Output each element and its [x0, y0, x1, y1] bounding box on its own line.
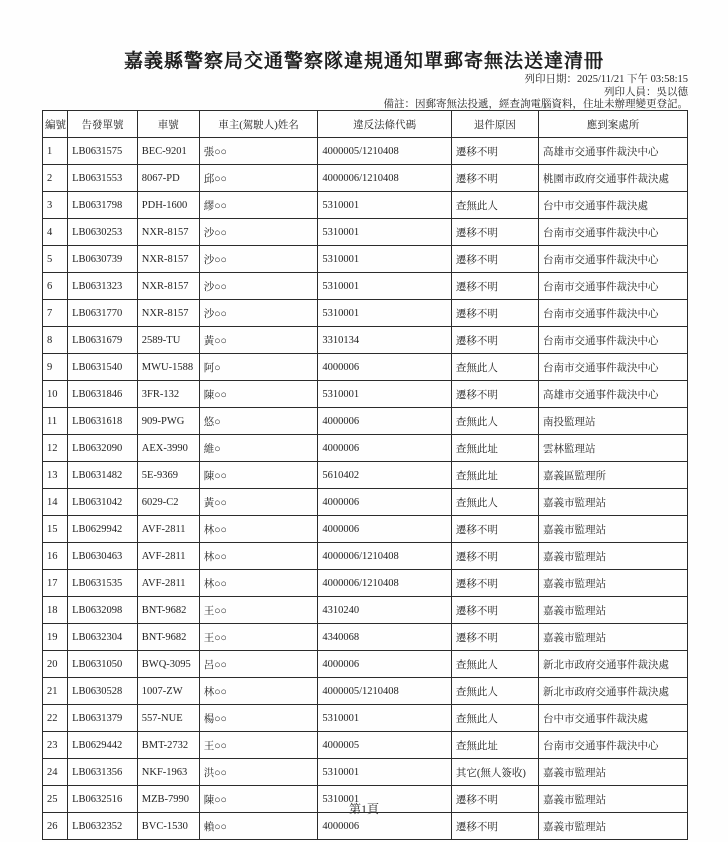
cell-case-office: 台南市交通事件裁決中心	[538, 246, 687, 273]
cell-law-code: 4000006/1210408	[318, 543, 452, 570]
cell-ticket-number: LB0629442	[68, 732, 138, 759]
cell-index: 20	[43, 651, 68, 678]
cell-return-reason: 遷移不明	[451, 813, 538, 840]
cell-law-code: 5310001	[318, 273, 452, 300]
cell-law-code: 5310001	[318, 381, 452, 408]
cell-law-code: 4000005/1210408	[318, 678, 452, 705]
print-meta	[384, 74, 689, 112]
cell-case-office: 高雄市交通事件裁決中心	[538, 381, 687, 408]
cell-law-code: 4000006	[318, 354, 452, 381]
cell-ticket-number: LB0631846	[68, 381, 138, 408]
table-row	[43, 570, 688, 597]
table-row	[43, 192, 688, 219]
table-row	[43, 138, 688, 165]
cell-plate-number: AVF-2811	[137, 516, 199, 543]
cell-return-reason: 遷移不明	[451, 381, 538, 408]
cell-return-reason: 遷移不明	[451, 327, 538, 354]
cell-plate-number: BEC-9201	[137, 138, 199, 165]
table-row	[43, 408, 688, 435]
cell-plate-number: 909-PWG	[137, 408, 199, 435]
cell-case-office: 嘉義市監理站	[538, 516, 687, 543]
cell-return-reason: 遷移不明	[451, 300, 538, 327]
cell-law-code: 5310001	[318, 246, 452, 273]
cell-ticket-number: LB0631356	[68, 759, 138, 786]
cell-ticket-number: LB0630253	[68, 219, 138, 246]
column-header: 應到案處所	[538, 111, 687, 138]
cell-owner-name: 邱○○	[199, 165, 318, 192]
cell-return-reason: 遷移不明	[451, 273, 538, 300]
print-operator: 列印人員：吳以德	[604, 86, 688, 98]
cell-owner-name: 阿○	[199, 354, 318, 381]
cell-plate-number: MWU-1588	[137, 354, 199, 381]
cell-case-office: 台南市交通事件裁決中心	[538, 732, 687, 759]
cell-index: 21	[43, 678, 68, 705]
cell-case-office: 嘉義市監理站	[538, 489, 687, 516]
cell-return-reason: 遷移不明	[451, 543, 538, 570]
cell-ticket-number: LB0631323	[68, 273, 138, 300]
cell-index: 5	[43, 246, 68, 273]
cell-return-reason: 查無此人	[451, 489, 538, 516]
cell-index: 26	[43, 813, 68, 840]
cell-return-reason: 其它(無人簽收)	[451, 759, 538, 786]
cell-case-office: 嘉義區監理所	[538, 462, 687, 489]
cell-index: 18	[43, 597, 68, 624]
cell-return-reason: 遷移不明	[451, 597, 538, 624]
cell-return-reason: 遷移不明	[451, 165, 538, 192]
cell-ticket-number: LB0629942	[68, 516, 138, 543]
cell-ticket-number: LB0632516	[68, 786, 138, 813]
cell-ticket-number: LB0631379	[68, 705, 138, 732]
cell-law-code: 4000006	[318, 813, 452, 840]
cell-plate-number: 8067-PD	[137, 165, 199, 192]
table-row	[43, 759, 688, 786]
violation-table	[42, 110, 688, 840]
cell-owner-name: 林○○	[199, 543, 318, 570]
cell-plate-number: BVC-1530	[137, 813, 199, 840]
cell-index: 4	[43, 219, 68, 246]
table-row	[43, 327, 688, 354]
cell-law-code: 4000006	[318, 489, 452, 516]
table-row	[43, 597, 688, 624]
cell-return-reason: 遷移不明	[451, 624, 538, 651]
cell-case-office: 台中市交通事件裁決處	[538, 192, 687, 219]
cell-law-code: 4310240	[318, 597, 452, 624]
cell-ticket-number: LB0631770	[68, 300, 138, 327]
print-note: 備註：因郵寄無法投遞，經查詢電腦資料，住址未辦理變更登記。	[383, 99, 688, 110]
cell-plate-number: BWQ-3095	[137, 651, 199, 678]
cell-owner-name: 黃○○	[199, 489, 318, 516]
cell-case-office: 雲林監理站	[538, 435, 687, 462]
cell-index: 6	[43, 273, 68, 300]
table-row	[43, 354, 688, 381]
cell-ticket-number: LB0631050	[68, 651, 138, 678]
table-row	[43, 705, 688, 732]
cell-index: 24	[43, 759, 68, 786]
cell-plate-number: AVF-2811	[137, 570, 199, 597]
cell-index: 8	[43, 327, 68, 354]
cell-case-office: 嘉義市監理站	[538, 570, 687, 597]
cell-law-code: 5310001	[318, 219, 452, 246]
table-row	[43, 462, 688, 489]
cell-ticket-number: LB0631575	[68, 138, 138, 165]
table-row	[43, 651, 688, 678]
cell-index: 1	[43, 138, 68, 165]
cell-law-code: 4000006	[318, 516, 452, 543]
cell-law-code: 4000005	[318, 732, 452, 759]
cell-owner-name: 林○○	[199, 570, 318, 597]
cell-owner-name: 沙○○	[199, 300, 318, 327]
cell-law-code: 4000006/1210408	[318, 570, 452, 597]
cell-ticket-number: LB0631042	[68, 489, 138, 516]
cell-plate-number: 557-NUE	[137, 705, 199, 732]
cell-plate-number: 6029-C2	[137, 489, 199, 516]
cell-ticket-number: LB0631553	[68, 165, 138, 192]
cell-return-reason: 遷移不明	[451, 138, 538, 165]
cell-index: 16	[43, 543, 68, 570]
cell-owner-name: 賴○○	[199, 813, 318, 840]
cell-index: 22	[43, 705, 68, 732]
cell-plate-number: BMT-2732	[137, 732, 199, 759]
table-row	[43, 381, 688, 408]
table-body	[43, 138, 688, 840]
cell-plate-number: BNT-9682	[137, 624, 199, 651]
cell-case-office: 嘉義市監理站	[538, 543, 687, 570]
cell-owner-name: 林○○	[199, 678, 318, 705]
cell-plate-number: 3FR-132	[137, 381, 199, 408]
cell-plate-number: 1007-ZW	[137, 678, 199, 705]
column-header: 車號	[137, 111, 199, 138]
cell-index: 11	[43, 408, 68, 435]
cell-owner-name: 張○○	[199, 138, 318, 165]
cell-ticket-number: LB0631618	[68, 408, 138, 435]
cell-return-reason: 遷移不明	[451, 246, 538, 273]
table-row	[43, 165, 688, 192]
cell-return-reason: 遷移不明	[451, 786, 538, 813]
cell-plate-number: NXR-8157	[137, 246, 199, 273]
cell-owner-name: 陳○○	[199, 381, 318, 408]
cell-ticket-number: LB0632304	[68, 624, 138, 651]
table-row	[43, 624, 688, 651]
print-date: 列印日期：2025/11/21 下午 03:58:15	[524, 74, 688, 85]
cell-plate-number: NXR-8157	[137, 300, 199, 327]
cell-case-office: 台南市交通事件裁決中心	[538, 354, 687, 381]
cell-owner-name: 沙○○	[199, 246, 318, 273]
cell-law-code: 5310001	[318, 705, 452, 732]
cell-owner-name: 陳○○	[199, 462, 318, 489]
page-title: 嘉義縣警察局交通警察隊違規通知單郵寄無法送達清冊	[123, 51, 604, 72]
cell-index: 9	[43, 354, 68, 381]
cell-ticket-number: LB0630463	[68, 543, 138, 570]
cell-return-reason: 遷移不明	[451, 570, 538, 597]
cell-plate-number: NXR-8157	[137, 219, 199, 246]
cell-index: 2	[43, 165, 68, 192]
column-header: 告發單號	[68, 111, 138, 138]
cell-return-reason: 查無此址	[451, 435, 538, 462]
cell-plate-number: AVF-2811	[137, 543, 199, 570]
cell-ticket-number: LB0630528	[68, 678, 138, 705]
cell-case-office: 台南市交通事件裁決中心	[538, 219, 687, 246]
cell-owner-name: 王○○	[199, 597, 318, 624]
cell-plate-number: 5E-9369	[137, 462, 199, 489]
table-row	[43, 516, 688, 543]
cell-plate-number: 2589-TU	[137, 327, 199, 354]
cell-ticket-number: LB0631798	[68, 192, 138, 219]
table-row	[43, 219, 688, 246]
page-number: 第1頁	[348, 802, 379, 816]
cell-law-code: 5310001	[318, 300, 452, 327]
cell-index: 12	[43, 435, 68, 462]
cell-return-reason: 查無此址	[451, 462, 538, 489]
cell-owner-name: 黃○○	[199, 327, 318, 354]
cell-return-reason: 查無此人	[451, 678, 538, 705]
cell-index: 25	[43, 786, 68, 813]
cell-owner-name: 王○○	[199, 732, 318, 759]
cell-index: 23	[43, 732, 68, 759]
cell-owner-name: 繆○○	[199, 192, 318, 219]
cell-ticket-number: LB0631535	[68, 570, 138, 597]
cell-owner-name: 楊○○	[199, 705, 318, 732]
cell-owner-name: 洪○○	[199, 759, 318, 786]
cell-case-office: 嘉義市監理站	[538, 759, 687, 786]
cell-index: 17	[43, 570, 68, 597]
cell-law-code: 4340068	[318, 624, 452, 651]
cell-ticket-number: LB0631679	[68, 327, 138, 354]
cell-plate-number: NXR-8157	[137, 273, 199, 300]
cell-plate-number: AEX-3990	[137, 435, 199, 462]
cell-case-office: 台南市交通事件裁決中心	[538, 300, 687, 327]
cell-owner-name: 沙○○	[199, 273, 318, 300]
table-row	[43, 246, 688, 273]
cell-case-office: 嘉義市監理站	[538, 786, 687, 813]
cell-index: 7	[43, 300, 68, 327]
table-row	[43, 678, 688, 705]
header-row	[43, 111, 688, 138]
cell-case-office: 台中市交通事件裁決處	[538, 705, 687, 732]
cell-case-office: 嘉義市監理站	[538, 597, 687, 624]
table-row	[43, 489, 688, 516]
cell-plate-number: MZB-7990	[137, 786, 199, 813]
cell-ticket-number: LB0630739	[68, 246, 138, 273]
table-header	[43, 111, 688, 138]
cell-index: 15	[43, 516, 68, 543]
cell-return-reason: 查無此人	[451, 192, 538, 219]
cell-index: 13	[43, 462, 68, 489]
cell-law-code: 5310001	[318, 759, 452, 786]
cell-case-office: 新北市政府交通事件裁決處	[538, 651, 687, 678]
table-row	[43, 543, 688, 570]
cell-case-office: 嘉義市監理站	[538, 624, 687, 651]
cell-index: 19	[43, 624, 68, 651]
table-row	[43, 435, 688, 462]
cell-case-office: 高雄市交通事件裁決中心	[538, 138, 687, 165]
cell-owner-name: 沙○○	[199, 219, 318, 246]
cell-case-office: 台南市交通事件裁決中心	[538, 327, 687, 354]
cell-return-reason: 遷移不明	[451, 219, 538, 246]
cell-index: 3	[43, 192, 68, 219]
cell-case-office: 台南市交通事件裁決中心	[538, 273, 687, 300]
table-row	[43, 300, 688, 327]
cell-owner-name: 呂○○	[199, 651, 318, 678]
cell-law-code: 4000005/1210408	[318, 138, 452, 165]
cell-ticket-number: LB0632098	[68, 597, 138, 624]
cell-law-code: 4000006/1210408	[318, 165, 452, 192]
column-header: 退件原因	[451, 111, 538, 138]
cell-case-office: 桃園市政府交通事件裁決處	[538, 165, 687, 192]
cell-return-reason: 查無此人	[451, 651, 538, 678]
cell-law-code: 5310001	[318, 786, 452, 813]
cell-law-code: 3310134	[318, 327, 452, 354]
violation-table-container	[42, 110, 688, 840]
cell-case-office: 新北市政府交通事件裁決處	[538, 678, 687, 705]
cell-law-code: 5310001	[318, 192, 452, 219]
cell-plate-number: PDH-1600	[137, 192, 199, 219]
cell-return-reason: 遷移不明	[451, 516, 538, 543]
cell-owner-name: 悠○	[199, 408, 318, 435]
table-row	[43, 732, 688, 759]
cell-law-code: 4000006	[318, 651, 452, 678]
column-header: 車主(駕駛人)姓名	[199, 111, 318, 138]
cell-owner-name: 王○○	[199, 624, 318, 651]
cell-law-code: 5610402	[318, 462, 452, 489]
cell-ticket-number: LB0632090	[68, 435, 138, 462]
cell-plate-number: BNT-9682	[137, 597, 199, 624]
cell-plate-number: NKF-1963	[137, 759, 199, 786]
column-header: 違反法條代碼	[318, 111, 452, 138]
cell-return-reason: 查無此人	[451, 705, 538, 732]
column-header: 編號	[43, 111, 68, 138]
cell-return-reason: 查無此人	[451, 408, 538, 435]
cell-law-code: 4000006	[318, 408, 452, 435]
cell-ticket-number: LB0631482	[68, 462, 138, 489]
cell-return-reason: 查無此人	[451, 354, 538, 381]
cell-owner-name: 林○○	[199, 516, 318, 543]
cell-ticket-number: LB0632352	[68, 813, 138, 840]
cell-owner-name: 維○	[199, 435, 318, 462]
cell-index: 10	[43, 381, 68, 408]
cell-index: 14	[43, 489, 68, 516]
cell-owner-name: 陳○○	[199, 786, 318, 813]
table-row	[43, 273, 688, 300]
cell-case-office: 嘉義市監理站	[538, 813, 687, 840]
cell-return-reason: 查無此址	[451, 732, 538, 759]
cell-case-office: 南投監理站	[538, 408, 687, 435]
cell-ticket-number: LB0631540	[68, 354, 138, 381]
cell-law-code: 4000006	[318, 435, 452, 462]
